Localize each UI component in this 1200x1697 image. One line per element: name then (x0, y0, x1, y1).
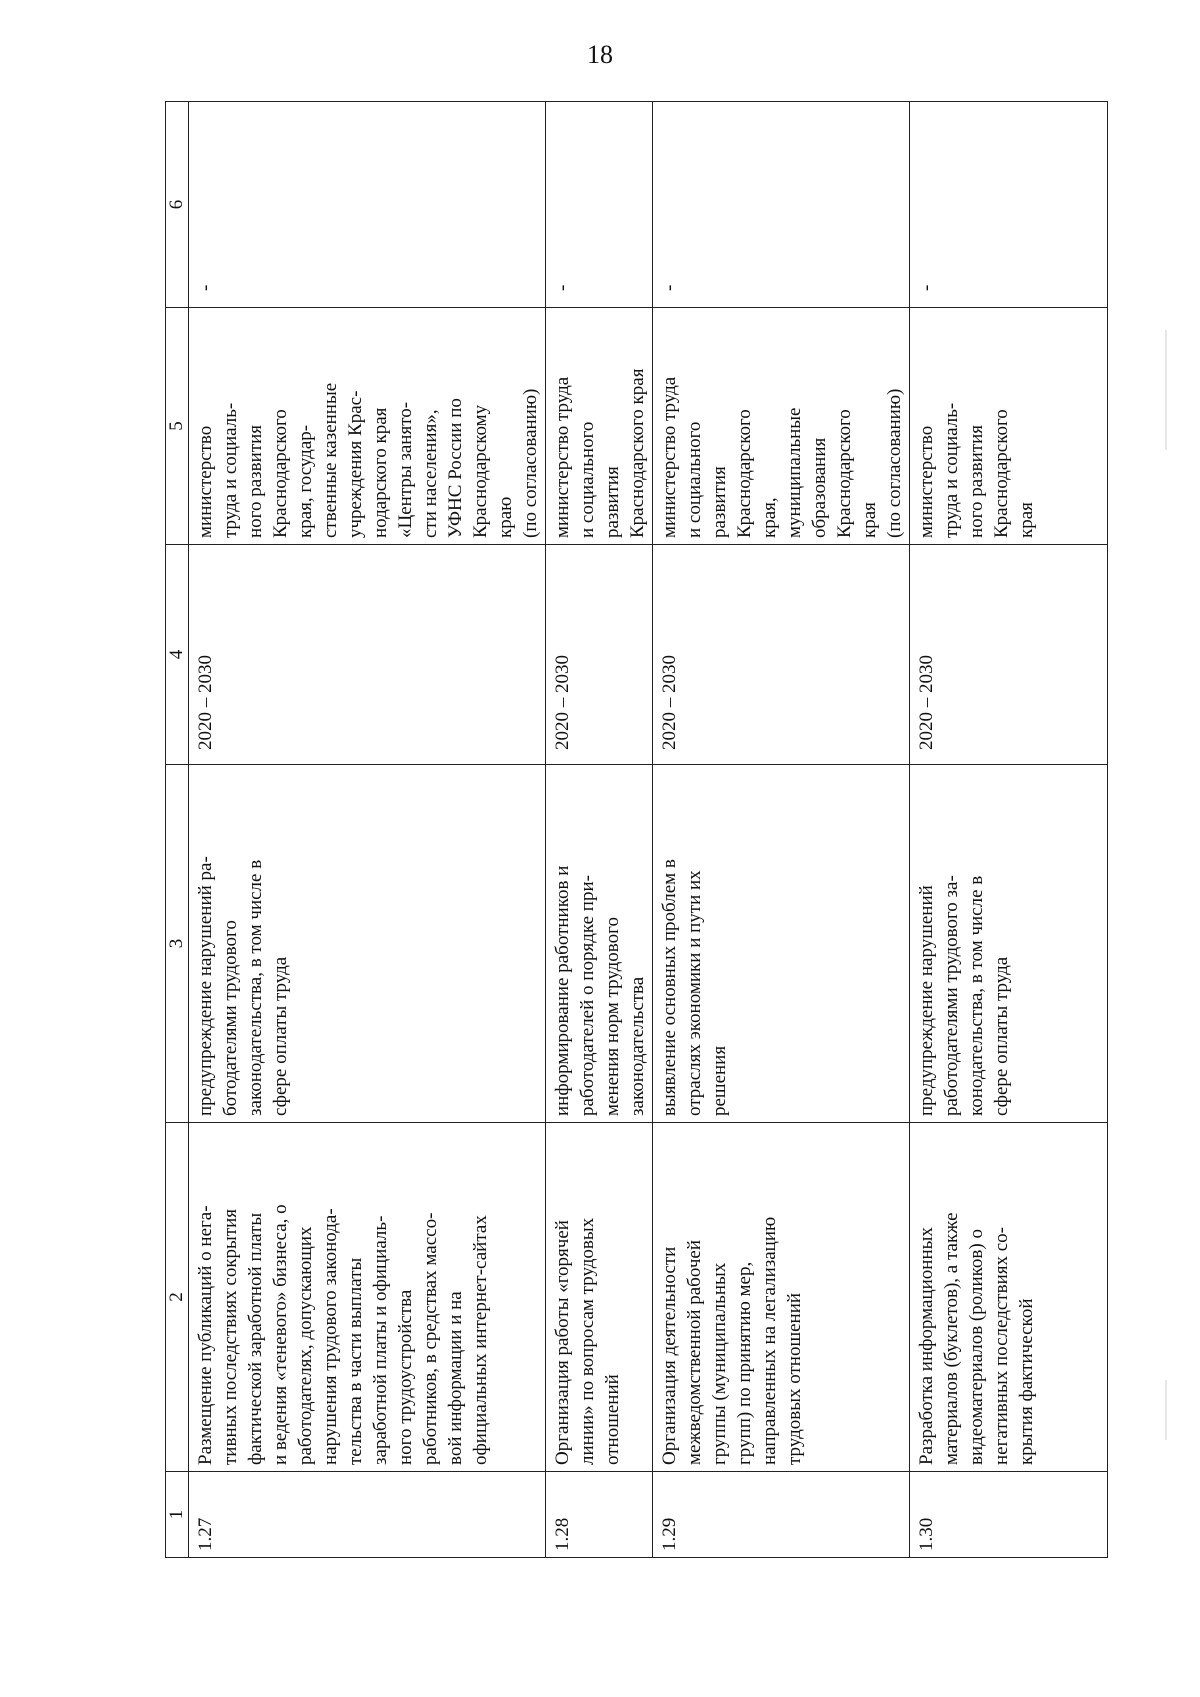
row-number: 1.27 (189, 1472, 546, 1558)
table-row (546, 102, 653, 1558)
executor-cell: министерство труда и социаль- ного развития Краснодарского края, государ- ственные казенные учреждения Крас- нодарского края «Центры занято- сти населения», УФНС России по Краснодарскому краю (по согласованию) (189, 308, 546, 545)
goal-cell: выявление основных проблем в отраслях экономики и пути их решения (653, 765, 910, 1123)
executor-cell: министерство труда и социального развития Краснодарского края (546, 308, 653, 545)
header-col-5: 5 (166, 308, 189, 545)
page-number: 18 (587, 40, 613, 69)
header-col-6: 6 (166, 102, 189, 308)
period-cell: 2020 – 2030 (189, 545, 546, 765)
note-cell: - (189, 102, 546, 308)
goal-cell: предупреждение нарушений ра- ботодателями трудового законодательства, в том числе в сфере оплаты труда (189, 765, 546, 1123)
goal-cell: информирование работников и работодателей о порядке при- менения норм трудового законодательства (546, 765, 653, 1123)
row-number: 1.29 (653, 1472, 910, 1558)
row-number: 1.28 (546, 1472, 653, 1558)
header-col-2: 2 (166, 1123, 189, 1472)
executor-cell: министерство труда и социаль- ного развития Краснодарского края (910, 308, 1108, 545)
period-cell: 2020 – 2030 (910, 545, 1108, 765)
header-col-1: 1 (166, 1472, 189, 1558)
goal-cell: предупреждение нарушений работодателями трудового за- конодательства, в том числе в сфере оплаты труда (910, 765, 1108, 1123)
header-col-4: 4 (166, 545, 189, 765)
scan-artifact-line (1165, 330, 1167, 450)
row-number: 1.30 (910, 1472, 1108, 1558)
activity-cell: Организация деятельности межведомственной рабочей группы (муниципальных групп) по принятию мер, направленных на легализацию трудовых отношений (653, 1123, 910, 1472)
header-row (166, 102, 189, 1558)
executor-cell: министерство труда и социального развития Краснодарского края, муниципальные образования Краснодарского края (по согласованию) (653, 308, 910, 545)
table-row (653, 102, 910, 1558)
table-row (910, 102, 1108, 1558)
table-row (189, 102, 546, 1558)
activity-cell: Организация работы «горячей линии» по вопросам трудовых отношений (546, 1123, 653, 1472)
header-col-3: 3 (166, 765, 189, 1123)
note-cell: - (546, 102, 653, 308)
note-cell: - (910, 102, 1108, 308)
period-cell: 2020 – 2030 (546, 545, 653, 765)
scan-artifact-line (1165, 1380, 1167, 1440)
measures-table (165, 101, 1108, 1558)
period-cell: 2020 – 2030 (653, 545, 910, 765)
table-rotated (165, 102, 1108, 1558)
activity-cell: Размещение публикаций о нега- тивных последствиях сокрытия фактической заработной платы и ведения «теневого» бизнеса, о работодателях, допускающих нарушения трудового законода- тельства в части выплаты заработной платы и официаль- ного трудоустройства работников, в средствах массо- вой информации и на официальных интернет-сайтах (189, 1123, 546, 1472)
activity-cell: Разработка информационных материалов (буклетов), а также видеоматериалов (роликов) о негативных последствиях со- крытия фактической (910, 1123, 1108, 1472)
note-cell: - (653, 102, 910, 308)
